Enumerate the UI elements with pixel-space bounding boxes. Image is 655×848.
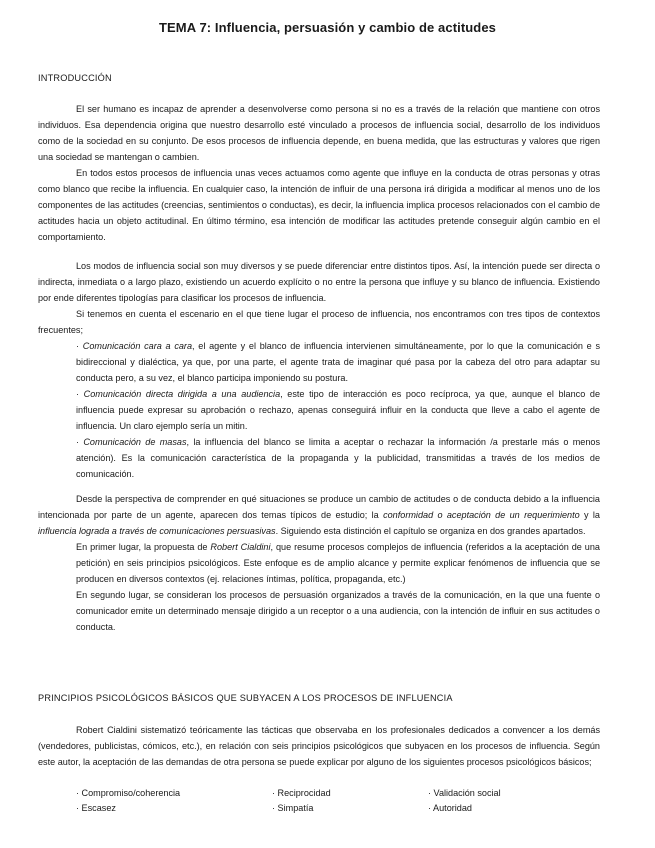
- list-item: · Autoridad: [428, 803, 472, 813]
- perspective-body: [38, 491, 600, 635]
- list-item: · Validación social: [428, 788, 501, 798]
- list-item-text: , el agente y el blanco de influencia intervienen simultáneamente, por lo que la comunicación e s bidireccional y dialéctica, ya que, por una parte, el agente trata de imaginar qué pasa por la cabeza del otro para adaptar su conducta pero, a su vez, el blanco participa imponiendo su postura.: [76, 341, 600, 383]
- paragraph: En segundo lugar, se consideran los procesos de persuasión organizados a través de la comunicación, en la que una fuente o comunicador emite un determinado mensaje dirigido a un receptor o a una audiencia, con la intención de influir en sus actitudes o conducta.: [76, 590, 600, 632]
- text-run: Desde la perspectiva de comprender en qué situaciones se produce un cambio de actitudes o de conducta debido a la influencia intencionada por parte de un agente, aparecen dos temas típicos de estudio; la: [38, 494, 600, 520]
- list-item-text: , la influencia del blanco se limita a aceptar o rechazar la información /a prestarle más o menos atención). Es la comunicación característica de la propaganda y la publicidad, transmitidas a través de los medios de comunicación.: [76, 437, 600, 479]
- influence-modes-body: [38, 258, 600, 482]
- principles-list: [76, 786, 526, 816]
- term: Comunicación directa dirigida a una audiencia: [83, 389, 281, 399]
- list-item-text: , este tipo de interacción es poco recíproca, ya que, aunque el blanco de influencia puede expresar su aprobación o rechazo, apenas conseguirá influir en la conducta que lleve a cabo el agente de influencia. Un claro ejemplo sería un mitin.: [76, 389, 601, 431]
- paragraph: En todos estos procesos de influencia unas veces actuamos como agente que influye en la conducta de otras personas y otras como blanco que recibe la influencia. En cualquier caso, la intención de influir de una persona irá dirigida a modificar al menos uno de los componentes de las actitudes (creencias, sentimientos o conductas), es decir, la influencia implica procesos relacionados con el cambio de actitudes hacia un objeto actitudinal. En último término, esa intención de modificar las actitudes pretende conseguir algún cambio en el comportamiento.: [38, 168, 600, 242]
- text-run: y la: [579, 510, 600, 520]
- term: Robert Cialdini: [210, 542, 271, 552]
- paragraph: Robert Cialdini sistematizó teóricamente las tácticas que observaba en los profesionales dedicados a convencer a los demás (vendedores, publicistas, cómicos, etc.), en relación con seis principios psicológicos que subyacen en los procesos de influencia. Según este autor, la aceptación de las demandas de otra persona se puede explicar por alguno de los siguientes procesos psicológicos básicos;: [38, 725, 600, 767]
- text-run: . Siguiendo esta distinción el capítulo se organiza en dos grandes apartados.: [275, 526, 586, 536]
- principles-body: [38, 722, 600, 770]
- list-item-audiencia: · Comunicación directa dirigida a una audiencia, este tipo de interacción es poco recíproca, ya que, aunque el blanco de influencia puede expresar su aprobación o rechazo, apenas conseguirá influir en la conducta que lleve a cabo el agente de influencia. Un claro ejemplo sería un mitin.: [76, 389, 601, 431]
- paragraph: El ser humano es incapaz de aprender a desenvolverse como persona si no es a través de la relación que mantiene con otros individuos. Esa dependencia origina que nuestro desarrollo esté vinculado a procesos de influencia social, desarrollo de los individuos como de la sociedad en su conjunto. De esos procesos de influencia depende, en buena medida, que las estructuras y valores que rigen una sociedad se mantengan o cambien.: [38, 104, 600, 162]
- text-run: En primer lugar, la propuesta de: [76, 542, 211, 552]
- text-run: , que resume procesos complejos de influencia (referidos a la aceptación de una petición) en seis principios psicológicos. Este enfoque es de amplio alcance y permite explicar fenómenos de influencia que se producen en diversos contextos (ej. relaciones íntimas, política, propaganda, etc.): [76, 542, 600, 584]
- list-item-cara-a-cara: · Comunicación cara a cara, el agente y el blanco de influencia intervienen simultáneamente, por lo que la comunicación e s bidireccional y dialéctica, ya que, por una parte, el agente trata de imaginar qué pasa por la cabeza del otro para adaptar su conducta pero, a su vez, el blanco participa imponiendo su postura.: [76, 341, 600, 383]
- term: influencia lograda a través de comunicaciones persuasivas: [38, 526, 276, 536]
- paragraph: Si tenemos en cuenta el escenario en el que tiene lugar el proceso de influencia, nos encontramos con tres tipos de contextos frecuentes;: [38, 309, 600, 335]
- list-item: · Compromiso/coherencia: [76, 788, 181, 798]
- section-heading-introduccion: INTRODUCCIÓN: [38, 73, 112, 83]
- list-item: · Simpatía: [272, 803, 314, 813]
- introduction-body: [38, 101, 600, 245]
- paragraph: [38, 539, 600, 587]
- document-title: TEMA 7: Influencia, persuasión y cambio de actitudes: [158, 20, 497, 35]
- list-item: · Reciprocidad: [272, 788, 331, 798]
- term: conformidad o aceptación de un requerimiento: [383, 510, 580, 520]
- term: Comunicación de masas: [83, 437, 187, 447]
- term: Comunicación cara a cara: [82, 341, 193, 351]
- list-item-masas: · Comunicación de masas, la influencia del blanco se limita a aceptar o rechazar la información /a prestarle más o menos atención). Es la comunicación característica de la propaganda y la publicidad, transmitidas a través de los medios de comunicación.: [76, 437, 600, 479]
- paragraph: Los modos de influencia social son muy diversos y se puede diferenciar entre distintos tipos. Así, la intención puede ser directa o indirecta, inmediata o a largo plazo, existiendo un acuerdo explícito o no entre la persona que influye y su blanco de influencia. Existiendo por ende diferentes tipologías para clasificar los procesos de influencia.: [38, 261, 600, 303]
- section-heading-principios: PRINCIPIOS PSICOLÓGICOS BÁSICOS QUE SUBYACEN A LOS PROCESOS DE INFLUENCIA: [38, 693, 453, 703]
- paragraph: [38, 491, 600, 539]
- list-item: · Escasez: [76, 803, 116, 813]
